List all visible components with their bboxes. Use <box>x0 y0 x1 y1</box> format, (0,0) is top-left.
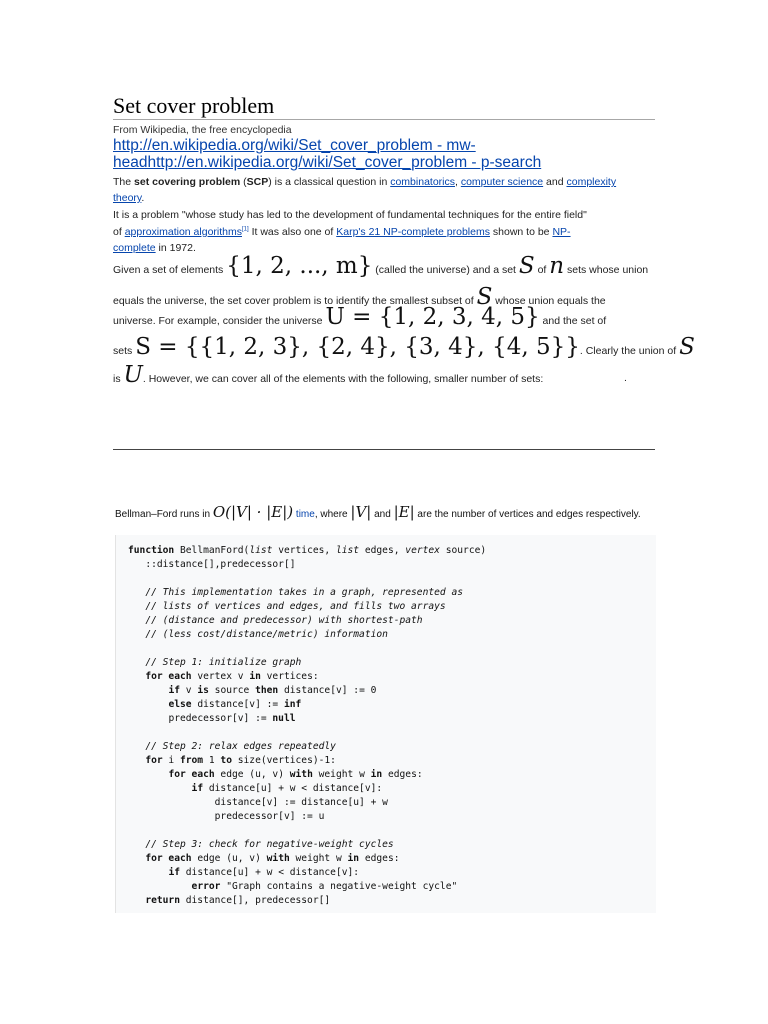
text: . However, we can cover all of the elements with the following, smaller number of sets: <box>142 373 544 385</box>
link-approximation-algorithms[interactable]: approximation algorithms <box>124 226 242 238</box>
code-token: distance[u] + w < distance[v]: <box>203 783 383 794</box>
code-token: edges: <box>382 769 423 780</box>
code-token: vertices, <box>272 545 336 556</box>
section-divider <box>113 449 655 450</box>
source-url-link-2[interactable]: headhttp://en.wikipedia.org/wiki/Set_cover_problem - p-search <box>113 154 542 171</box>
text: sets whose union <box>564 264 649 276</box>
link-time[interactable]: time <box>293 509 315 520</box>
code-token: v <box>180 685 198 696</box>
code-token: predecessor[v] := u <box>214 811 325 822</box>
text: of <box>113 226 125 238</box>
page-title: Set cover problem <box>113 93 275 118</box>
code-token: i <box>162 755 180 766</box>
code-token: vertex <box>405 545 440 556</box>
code-comment: // (less cost/distance/metric) information <box>128 629 388 640</box>
code-token: if <box>168 867 180 878</box>
title-divider <box>113 119 655 120</box>
math-symbol-u: U <box>123 362 143 388</box>
code-token: distance[u] + w < distance[v]: <box>180 867 360 878</box>
code-token: size(vertices)-1: <box>231 755 336 766</box>
link-combinatorics[interactable]: combinatorics <box>390 176 455 188</box>
code-comment: // lists of vertices and edges, and fills two arrays <box>128 601 446 612</box>
code-token: with <box>289 769 313 780</box>
code-comment: // (distance and predecessor) with shortest-path <box>128 615 423 626</box>
math-complexity: O(|V| · |E|) <box>212 503 294 521</box>
code-token: predecessor[v] := <box>168 713 273 724</box>
code-token: edges: <box>359 853 400 864</box>
code-token: weight w <box>312 769 371 780</box>
code-comment: // Step 3: check for negative-weight cycles <box>128 839 394 850</box>
code-token: source <box>208 685 256 696</box>
code-token: return <box>145 895 180 906</box>
code-token: distance[v] := <box>191 699 284 710</box>
intro-line-5 <box>113 242 196 254</box>
math-symbol-s: S <box>679 334 695 360</box>
trailing-period: . <box>624 372 627 384</box>
text: , where <box>314 509 351 520</box>
code-token: vertices: <box>260 671 319 682</box>
code-token: edges, <box>359 545 406 556</box>
code-token: weight w <box>289 853 348 864</box>
code-token: in <box>347 853 360 864</box>
code-token: for each <box>168 769 215 780</box>
code-token: for <box>145 755 163 766</box>
code-token: else <box>168 699 192 710</box>
code-token: in <box>249 671 261 682</box>
math-line-5 <box>113 364 543 387</box>
code-token: edge (u, v) <box>214 769 290 780</box>
text: and <box>371 509 394 520</box>
text: (called the universe) and a set <box>372 264 519 276</box>
text: and <box>543 176 567 188</box>
link-theory[interactable]: theory <box>113 192 142 204</box>
text: of <box>534 264 550 276</box>
code-comment: // Step 2: relax edges repeatedly <box>128 741 336 752</box>
math-symbol-s: S <box>518 253 535 279</box>
math-symbol-n: n <box>549 253 565 279</box>
code-token: then <box>255 685 279 696</box>
term-abbrev: SCP <box>246 176 269 188</box>
text: are the number of vertices and edges respectively. <box>414 509 641 520</box>
intro-line-1 <box>113 176 616 188</box>
code-comment: // Step 1: initialize graph <box>128 657 302 668</box>
text: universe. For example, consider the universe <box>113 315 326 327</box>
text: Bellman–Ford runs in <box>115 509 213 520</box>
code-token: in <box>370 769 383 780</box>
text: whose union equals the <box>492 295 606 307</box>
code-token: "Graph contains a negative-weight cycle" <box>220 881 458 892</box>
text: Given a set of elements <box>113 264 227 276</box>
code-comment: // This implementation takes in a graph, represented as <box>128 587 464 598</box>
term-scp: set covering problem <box>134 176 241 188</box>
math-edge-count: |E| <box>393 503 415 521</box>
code-token: distance[], predecessor[] <box>179 895 331 906</box>
text: . <box>141 192 145 204</box>
text: is <box>113 373 124 385</box>
bellman-ford-pseudocode <box>128 544 486 908</box>
math-sets-definition: S = {{1, 2, 3}, {2, 4}, {3, 4}, {4, 5}} <box>135 334 580 360</box>
text: , <box>455 176 461 188</box>
code-token: to <box>220 755 232 766</box>
code-token: BellmanFord( <box>174 545 250 556</box>
code-token: with <box>266 853 290 864</box>
intro-line-3: It is a problem "whose study has led to the development of fundamental techniques for the entire field" <box>113 209 587 221</box>
text: in 1972. <box>155 242 196 254</box>
link-complexity[interactable]: complexity <box>566 176 617 188</box>
code-token: function <box>128 545 175 556</box>
text: . Clearly the union of <box>579 345 680 357</box>
link-computer-science[interactable]: computer science <box>460 176 544 188</box>
bellman-ford-intro <box>115 503 641 521</box>
math-line-4 <box>113 336 695 359</box>
code-token: 1 <box>203 755 221 766</box>
source-url-link-1[interactable]: http://en.wikipedia.org/wiki/Set_cover_problem - mw- <box>113 137 476 154</box>
tagline: From Wikipedia, the free encyclopedia <box>113 124 292 136</box>
code-line: ::distance[],predecessor[] <box>128 559 296 570</box>
code-token: edge (u, v) <box>191 853 267 864</box>
text: ) is a classical question in <box>268 176 391 188</box>
code-token: error <box>191 881 221 892</box>
text: The <box>113 176 135 188</box>
code-token: if <box>168 685 180 696</box>
text: equals the universe, the set cover problem is to identify the smallest subset of <box>113 295 477 307</box>
text: It was also one of <box>248 226 337 238</box>
intro-line-4 <box>113 226 571 238</box>
intro-line-2 <box>113 192 144 204</box>
code-token: vertex v <box>191 671 250 682</box>
link-np-complete-cont[interactable]: complete <box>113 242 156 254</box>
text: and the set of <box>539 315 607 327</box>
math-line-1 <box>113 255 648 278</box>
math-elements-set: {1, 2, ..., m} <box>226 253 373 279</box>
code-token: from <box>179 755 204 766</box>
code-token: source) <box>439 545 487 556</box>
math-universe-definition: U = {1, 2, 3, 4, 5} <box>325 304 540 330</box>
link-karps-problems[interactable]: Karp's 21 NP-complete problems <box>336 226 490 238</box>
code-token: null <box>272 713 296 724</box>
math-vertex-count: |V| <box>350 503 372 521</box>
reference-link[interactable]: [1] <box>242 226 249 233</box>
code-token: if <box>191 783 204 794</box>
link-np-complete[interactable]: NP- <box>552 226 571 238</box>
code-token: list <box>249 545 273 556</box>
math-symbol-s: S <box>476 284 493 310</box>
code-token: distance[v] := distance[u] + w <box>214 797 388 808</box>
code-token: distance[v] := 0 <box>278 685 377 696</box>
code-token: is <box>197 685 209 696</box>
text: shown to be <box>489 226 553 238</box>
code-token: inf <box>283 699 302 710</box>
text: sets <box>113 345 136 357</box>
text: ( <box>240 176 247 188</box>
math-line-3 <box>113 306 606 329</box>
code-token: list <box>335 545 360 556</box>
code-token: for each <box>145 671 192 682</box>
code-token: for each <box>145 853 192 864</box>
